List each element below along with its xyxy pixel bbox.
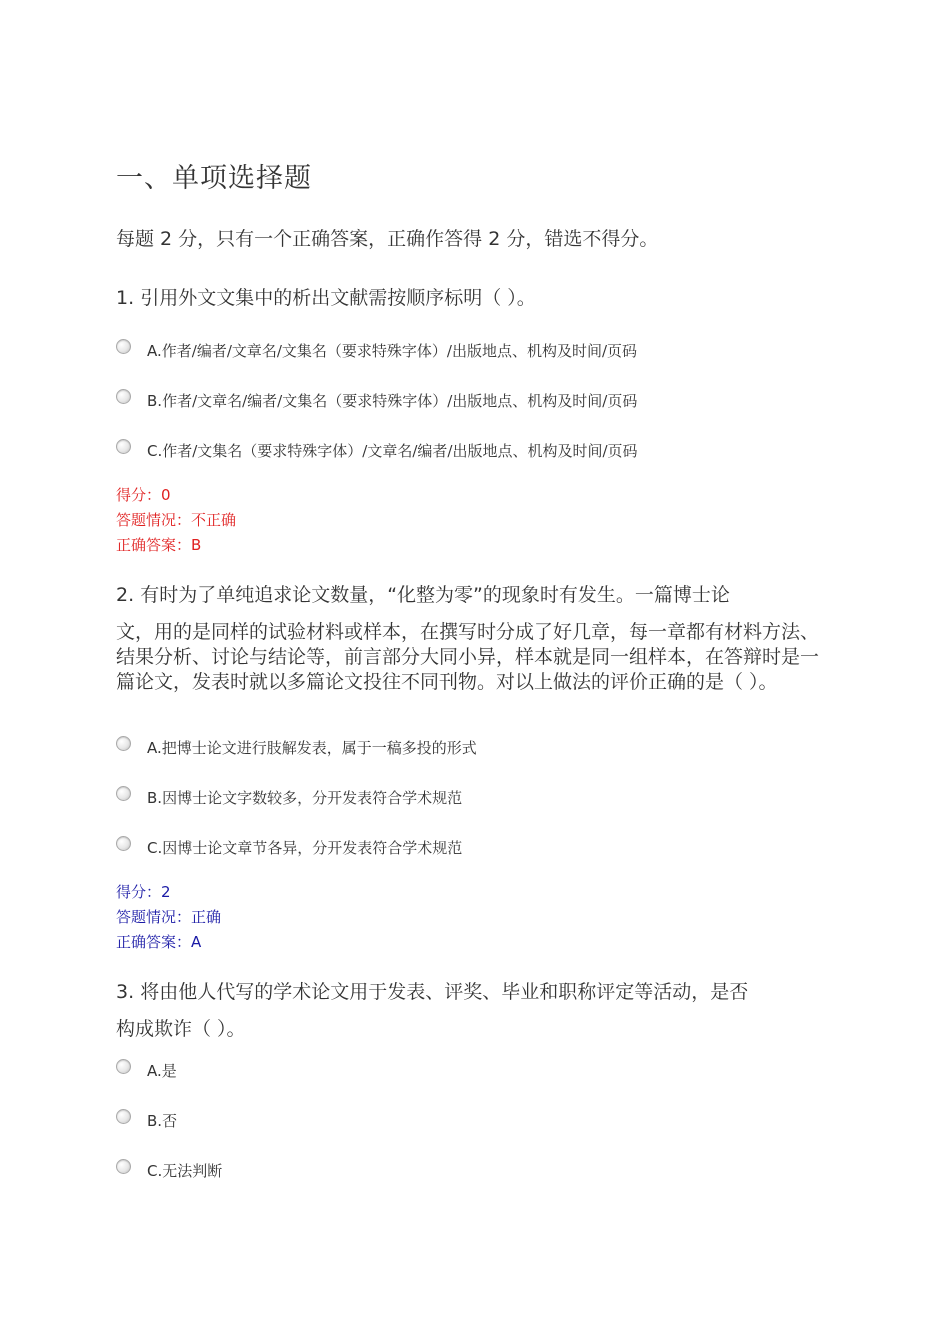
question-2-option-a[interactable]	[116, 737, 477, 758]
option-text: 因博士论文字数较多，分开发表符合学术规范	[162, 789, 463, 807]
radio-button[interactable]	[116, 1159, 131, 1174]
radio-button[interactable]	[116, 736, 131, 751]
radio-button[interactable]	[116, 339, 131, 354]
section-title: 一、单项选择题	[116, 163, 312, 194]
question-3-option-b[interactable]	[116, 1110, 177, 1131]
option-text: 把博士论文进行肢解发表，属于一稿多投的形式	[161, 739, 477, 757]
question-2-option-c[interactable]	[116, 837, 462, 858]
question-text-continued: 文，用的是同样的试验材料或样本，在撰写时分成了好几章，每一章都有材料方法、结果分析、讨论与结论等，前言部分大同小异，样本就是同一组样本，在答辩时是一篇论文，发表时就以多篇论文投往不同刊物。对以上做法的评价正确的是（ ）。	[116, 621, 820, 693]
question-text: 引用外文文集中的析出文献需按顺序标明（ ）。	[140, 287, 536, 309]
question-1-option-c[interactable]	[116, 440, 638, 461]
question-1-option-b[interactable]	[116, 390, 637, 411]
question-text: 将由他人代写的学术论文用于发表、评奖、毕业和职称评定等活动，是否	[140, 981, 749, 1003]
score-label: 得分：2	[116, 883, 171, 901]
radio-button[interactable]	[116, 836, 131, 851]
question-3-title	[116, 980, 836, 1042]
option-letter: B.	[147, 392, 163, 410]
radio-button[interactable]	[116, 1059, 131, 1074]
option-text: 作者/编者/文章名/文集名（要求特殊字体）/出版地点、机构及时间/页码	[161, 342, 638, 360]
radio-button[interactable]	[116, 786, 131, 801]
correct-answer-label: 正确答案：B	[116, 536, 202, 554]
option-text: 否	[162, 1112, 178, 1130]
section-intro: 每题 2 分，只有一个正确答案，正确作答得 2 分，错选不得分。	[116, 228, 659, 250]
option-text: 是	[161, 1062, 177, 1080]
question-number: 2.	[116, 584, 135, 606]
radio-button[interactable]	[116, 439, 131, 454]
option-letter: A.	[147, 342, 162, 360]
option-text: 无法判断	[162, 1162, 223, 1180]
question-text-continued: 构成欺诈（ ）。	[116, 1018, 246, 1040]
question-2-title	[116, 583, 836, 695]
question-3-option-c[interactable]	[116, 1160, 222, 1181]
option-letter: C.	[147, 1162, 163, 1180]
question-1-result	[116, 483, 236, 558]
status-label: 答题情况：正确	[116, 908, 222, 926]
question-2-option-b[interactable]	[116, 787, 462, 808]
option-letter: C.	[147, 442, 163, 460]
option-text: 作者/文集名（要求特殊字体）/文章名/编者/出版地点、机构及时间/页码	[162, 442, 638, 460]
question-1-option-a[interactable]	[116, 340, 637, 361]
option-letter: C.	[147, 839, 163, 857]
question-3-option-a[interactable]	[116, 1060, 177, 1081]
score-label: 得分：0	[116, 486, 171, 504]
radio-button[interactable]	[116, 389, 131, 404]
option-text: 作者/文章名/编者/文集名（要求特殊字体）/出版地点、机构及时间/页码	[162, 392, 638, 410]
question-number: 1.	[116, 287, 135, 309]
option-text: 因博士论文章节各异，分开发表符合学术规范	[162, 839, 463, 857]
question-text: 有时为了单纯追求论文数量，“化整为零”的现象时有发生。一篇博士论	[140, 584, 730, 606]
status-label: 答题情况：不正确	[116, 511, 237, 529]
option-letter: A.	[147, 1062, 162, 1080]
question-1-title	[116, 286, 836, 311]
option-letter: B.	[147, 789, 163, 807]
question-2-result	[116, 880, 221, 955]
option-letter: B.	[147, 1112, 163, 1130]
question-number: 3.	[116, 981, 135, 1003]
radio-button[interactable]	[116, 1109, 131, 1124]
option-letter: A.	[147, 739, 162, 757]
correct-answer-label: 正确答案：A	[116, 933, 202, 951]
